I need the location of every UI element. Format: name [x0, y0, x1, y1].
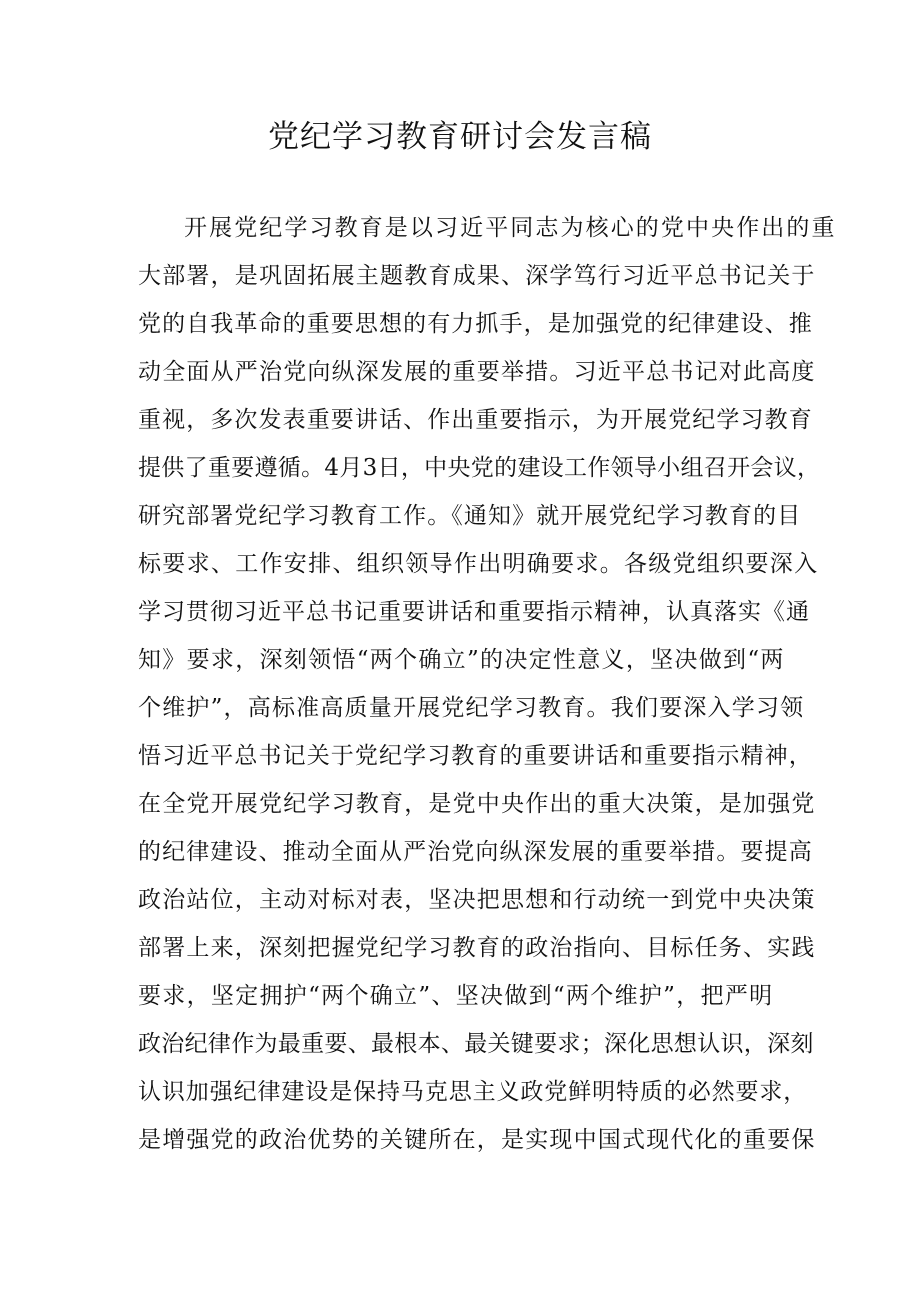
body-line: 提供了重要遵循。4月3日，中央党的建设工作领导小组召开会议， [138, 455, 821, 481]
body-line: 动全面从严治党向纵深发展的重要举措。习近平总书记对此高度 [138, 359, 816, 385]
body-line: 学习贯彻习近平总书记重要讲话和重要指示精神，认真落实《通 [138, 599, 810, 625]
body-line: 研究部署党纪学习教育工作。《通知》就开展党纪学习教育的目 [138, 503, 802, 529]
body-line: 认识加强纪律建设是保持马克思主义政党鲜明特质的必然要求， [138, 1079, 808, 1105]
body-line: 政治站位，主动对标对表，坚决把思想和行动统一到党中央决策 [138, 887, 816, 913]
document-title: 党纪学习教育研讨会发言稿 [268, 119, 652, 155]
body-line: 大部署，是巩固拓展主题教育成果、深学笃行习近平总书记关于 [138, 263, 816, 289]
body-line: 重视，多次发表重要讲话、作出重要指示，为开展党纪学习教育 [138, 407, 813, 433]
body-line: 政治纪律作为最重要、最根本、最关键要求；深化思想认识，深刻 [138, 1031, 814, 1057]
body-line: 知》要求，深刻领悟“两个确立”的决定性意义，坚决做到“两 [138, 647, 785, 673]
body-line: 是增强党的政治优势的关键所在，是实现中国式现代化的重要保 [138, 1127, 816, 1153]
body-line: 部署上来，深刻把握党纪学习教育的政治指向、目标任务、实践 [138, 935, 816, 961]
body-line: 开展党纪学习教育是以习近平同志为核心的党中央作出的重 [184, 215, 837, 241]
body-line: 个维护”，高标准高质量开展党纪学习教育。我们要深入学习领 [138, 695, 805, 721]
body-line: 要求，坚定拥护“两个确立”、坚决做到“两个维护”，把严明 [138, 983, 774, 1009]
body-line: 党的自我革命的重要思想的有力抓手，是加强党的纪律建设、推 [138, 311, 813, 337]
body-line: 悟习近平总书记关于党纪学习教育的重要讲话和重要指示精神， [138, 743, 813, 769]
body-line: 的纪律建设、推动全面从严治党向纵深发展的重要举措。要提高 [138, 839, 813, 865]
body-line: 在全党开展党纪学习教育，是党中央作出的重大决策，是加强党 [138, 791, 816, 817]
body-line: 标要求、工作安排、组织领导作出明确要求。各级党组织要深入 [138, 551, 819, 577]
